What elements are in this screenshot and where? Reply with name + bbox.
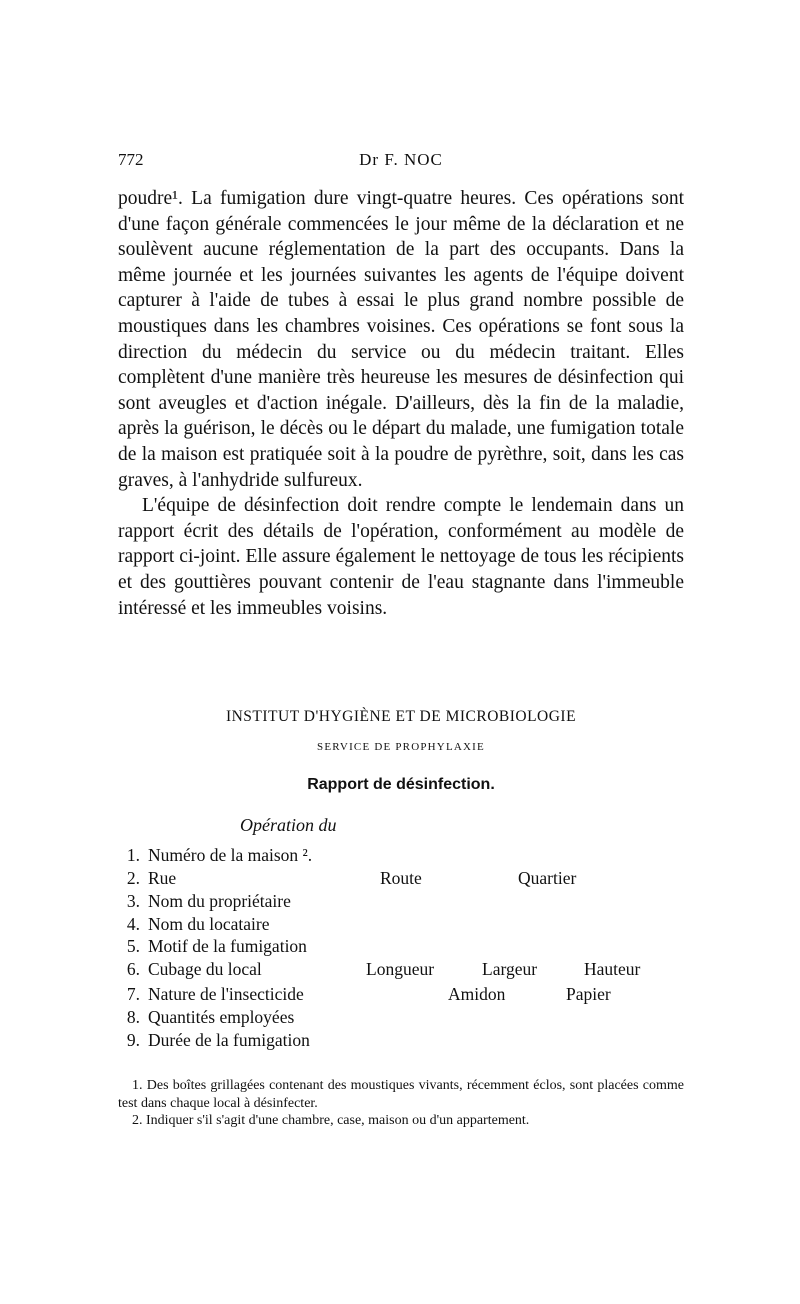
item-field: Route — [380, 868, 422, 888]
item-field: Papier — [566, 984, 611, 1004]
item-field: Hauteur — [584, 959, 641, 979]
form-item — [118, 1007, 684, 1029]
paragraph: poudre¹. La fumigation dure vingt-quatre heures. Ces opérations sont d'une façon générale commencées le jour même de la déclaration et ne soulèvent aucune réglementation de la part des occupants. Dans la même journée et les journées suivantes les agents de l'équipe doivent capturer à l'aide de tubes à essai le plus grand nombre possible de moustiques dans les chambres voisines. Ces opérations se font sous la direction du médecin du service ou du médecin traitant. Elles complètent d'une manière très heureuse les mesures de désinfection qui sont aveugles et d'action inégale. D'ailleurs, dès la fin de la maladie, après la guérison, le décès ou le départ du malade, une fumigation totale de la maison est pratiquée soit à la poudre de pyrèthre, soit, dans les cas graves, à l'anhydride sulfureux. — [118, 188, 684, 491]
item-number: 6. — [126, 959, 140, 979]
form-item — [118, 891, 684, 913]
item-number: 3. — [126, 891, 140, 911]
item-number: 7. — [126, 984, 140, 1004]
item-label: Nom du propriétaire — [148, 891, 291, 911]
item-field: Largeur — [482, 959, 538, 979]
item-number: 5. — [126, 936, 140, 956]
item-label: Nature de l'insecticide — [148, 984, 304, 1004]
item-label: Rue — [148, 868, 177, 888]
institute-title: INSTITUT D'HYGIÈNE ET DE MICROBIOLOGIE — [225, 708, 577, 725]
service-title: SERVICE DE PROPHYLAXIE — [317, 741, 485, 753]
item-number: 1. — [126, 845, 140, 865]
item-number: 2. — [126, 868, 140, 888]
page-header — [118, 150, 684, 174]
footnotes — [118, 1077, 684, 1130]
form-item — [118, 868, 684, 890]
item-field: Quartier — [518, 868, 577, 888]
item-field: Amidon — [448, 984, 506, 1004]
form-item — [118, 914, 684, 936]
page-number: 772 — [118, 150, 144, 169]
footnote: 2. Indiquer s'il s'agit d'une chambre, case, maison ou d'un appartement. — [132, 1113, 530, 1128]
form-item — [118, 1030, 684, 1052]
form-item — [118, 845, 684, 867]
form-item — [118, 984, 684, 1006]
item-label: Motif de la fumigation — [148, 936, 307, 956]
running-head: Dr F. NOC — [359, 150, 443, 169]
report-title: Rapport de désinfection. — [307, 776, 495, 793]
item-label: Numéro de la maison ². — [148, 845, 313, 865]
form-item — [118, 959, 684, 981]
item-label: Nom du locataire — [148, 914, 270, 934]
item-label: Cubage du local — [148, 959, 262, 979]
form-item — [118, 936, 684, 958]
operation-label: Opération du — [240, 815, 337, 835]
item-number: 9. — [126, 1030, 140, 1050]
item-field: Longueur — [366, 959, 435, 979]
footnote: 1. Des boîtes grillagées contenant des moustiques vivants, récemment éclos, sont placées comme test dans chaque local à désinfecter. — [118, 1078, 684, 1111]
item-number: 4. — [126, 914, 140, 934]
item-label: Quantités employées — [148, 1007, 295, 1027]
item-label: Durée de la fumigation — [148, 1030, 310, 1050]
item-number: 8. — [126, 1007, 140, 1027]
body-text — [118, 186, 684, 621]
paragraph: L'équipe de désinfection doit rendre compte le lendemain dans un rapport écrit des détails de l'opération, conformément au modèle de rapport ci-joint. Elle assure également le nettoyage de tous les récipients et des gouttières pouvant contenir de l'eau stagnante dans l'immeuble intéressé et les immeubles voisins. — [118, 495, 684, 619]
